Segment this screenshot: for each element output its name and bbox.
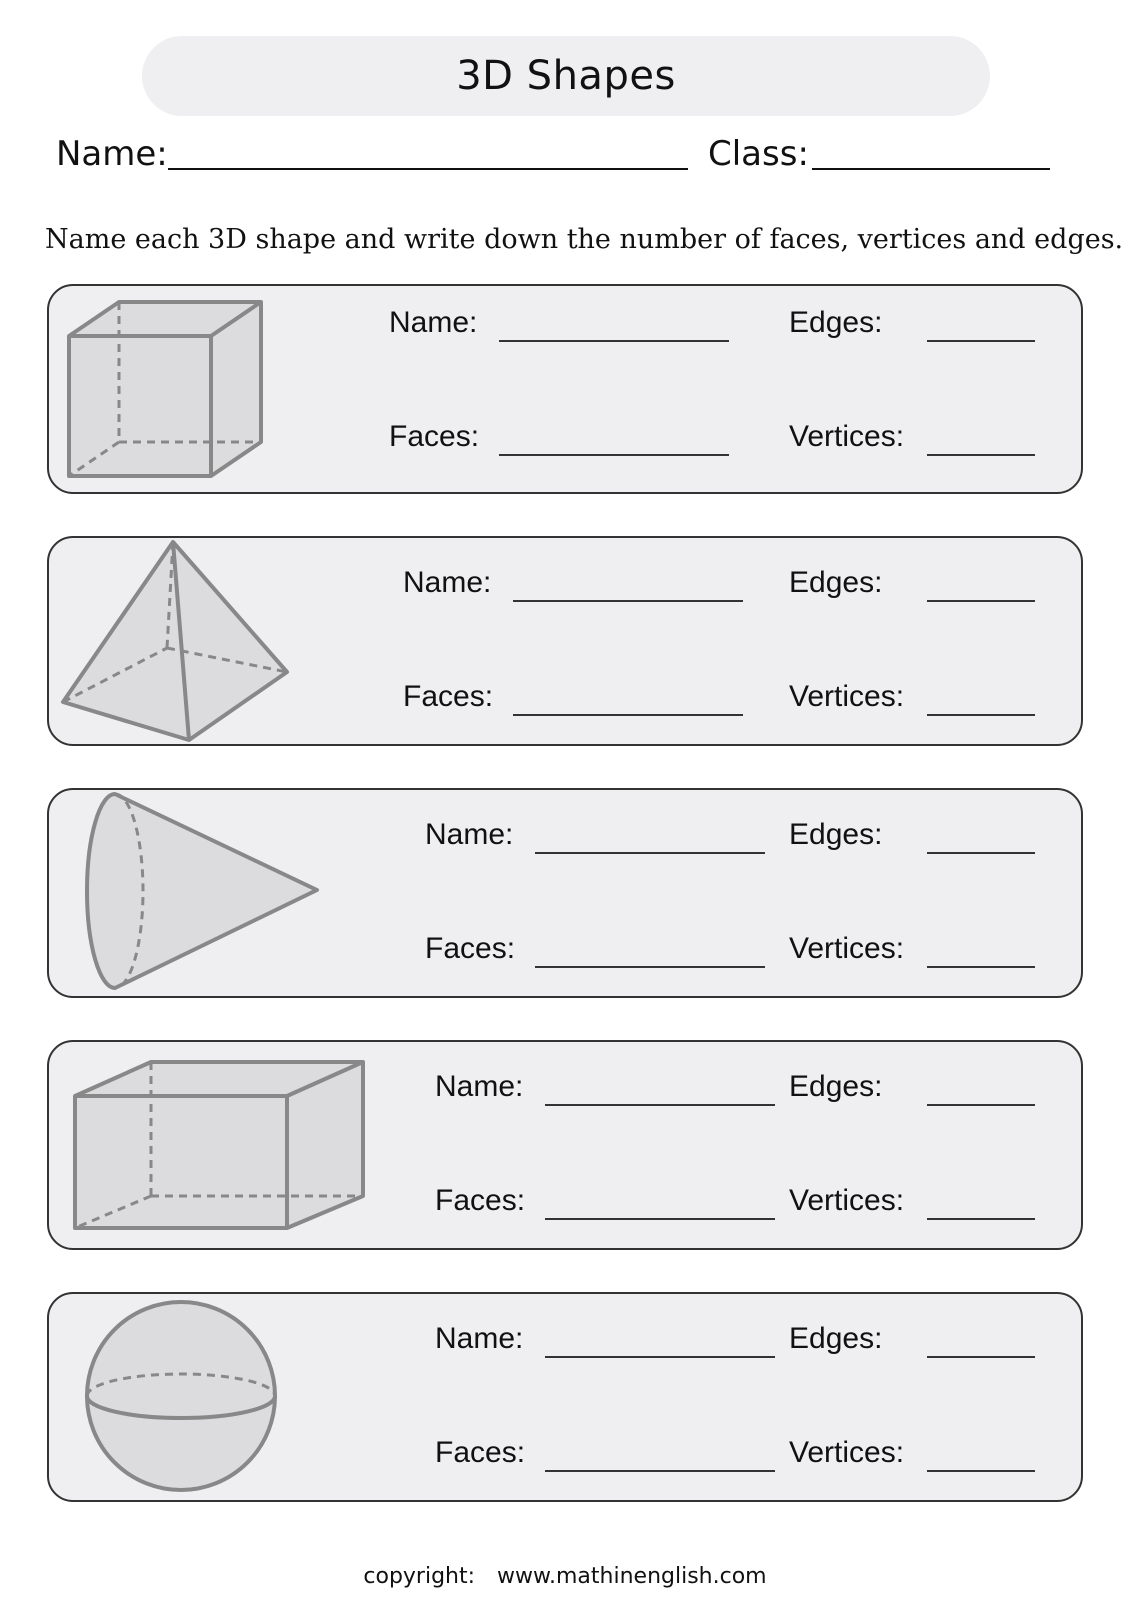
faces-label: Faces: bbox=[435, 1436, 526, 1469]
sphere-icon bbox=[49, 1294, 349, 1500]
faces-label: Faces: bbox=[435, 1184, 526, 1217]
vertices-label: Vertices: bbox=[789, 420, 905, 453]
edges-label: Edges: bbox=[789, 1070, 883, 1103]
edges-label: Edges: bbox=[789, 818, 883, 851]
name-answer-line[interactable] bbox=[545, 1104, 775, 1106]
edges-answer-line[interactable] bbox=[927, 340, 1035, 342]
vertices-label: Vertices: bbox=[789, 680, 905, 713]
vertices-answer-line[interactable] bbox=[927, 1470, 1035, 1472]
copyright-label: copyright: bbox=[363, 1564, 476, 1589]
page-title: 3D Shapes bbox=[456, 53, 676, 99]
student-name-blank[interactable] bbox=[168, 168, 688, 170]
vertices-label: Vertices: bbox=[789, 932, 905, 965]
copyright-url[interactable]: www.mathinenglish.com bbox=[497, 1564, 767, 1589]
student-name-label: Name: bbox=[56, 134, 168, 174]
edges-label: Edges: bbox=[789, 566, 883, 599]
name-label: Name: bbox=[403, 566, 492, 599]
edges-answer-line[interactable] bbox=[927, 600, 1035, 602]
square-pyramid-icon bbox=[49, 538, 349, 744]
name-label: Name: bbox=[435, 1322, 524, 1355]
rectangular-prism-icon bbox=[49, 1042, 379, 1248]
shape-card-2 bbox=[47, 536, 1083, 746]
faces-answer-line[interactable] bbox=[535, 966, 765, 968]
shape-card-3 bbox=[47, 788, 1083, 998]
class-blank[interactable] bbox=[812, 168, 1050, 170]
faces-answer-line[interactable] bbox=[499, 454, 729, 456]
cube-icon bbox=[49, 286, 349, 492]
shape-card-4 bbox=[47, 1040, 1083, 1250]
shape-card-5 bbox=[47, 1292, 1083, 1502]
cone-icon bbox=[49, 790, 349, 996]
vertices-answer-line[interactable] bbox=[927, 1218, 1035, 1220]
edges-label: Edges: bbox=[789, 306, 883, 339]
faces-answer-line[interactable] bbox=[545, 1470, 775, 1472]
vertices-label: Vertices: bbox=[789, 1184, 905, 1217]
vertices-answer-line[interactable] bbox=[927, 714, 1035, 716]
name-answer-line[interactable] bbox=[545, 1356, 775, 1358]
name-answer-line[interactable] bbox=[513, 600, 743, 602]
shape-card-1 bbox=[47, 284, 1083, 494]
name-label: Name: bbox=[389, 306, 478, 339]
footer bbox=[0, 1564, 1130, 1589]
vertices-answer-line[interactable] bbox=[927, 966, 1035, 968]
name-label: Name: bbox=[425, 818, 514, 851]
title-bar bbox=[142, 36, 990, 116]
instruction-text: Name each 3D shape and write down the number of faces, vertices and edges. bbox=[45, 224, 1124, 255]
vertices-answer-line[interactable] bbox=[927, 454, 1035, 456]
edges-label: Edges: bbox=[789, 1322, 883, 1355]
faces-label: Faces: bbox=[403, 680, 494, 713]
faces-answer-line[interactable] bbox=[545, 1218, 775, 1220]
class-label: Class: bbox=[708, 134, 809, 174]
edges-answer-line[interactable] bbox=[927, 852, 1035, 854]
edges-answer-line[interactable] bbox=[927, 1104, 1035, 1106]
faces-label: Faces: bbox=[425, 932, 516, 965]
faces-label: Faces: bbox=[389, 420, 480, 453]
name-answer-line[interactable] bbox=[499, 340, 729, 342]
edges-answer-line[interactable] bbox=[927, 1356, 1035, 1358]
vertices-label: Vertices: bbox=[789, 1436, 905, 1469]
name-answer-line[interactable] bbox=[535, 852, 765, 854]
name-label: Name: bbox=[435, 1070, 524, 1103]
faces-answer-line[interactable] bbox=[513, 714, 743, 716]
